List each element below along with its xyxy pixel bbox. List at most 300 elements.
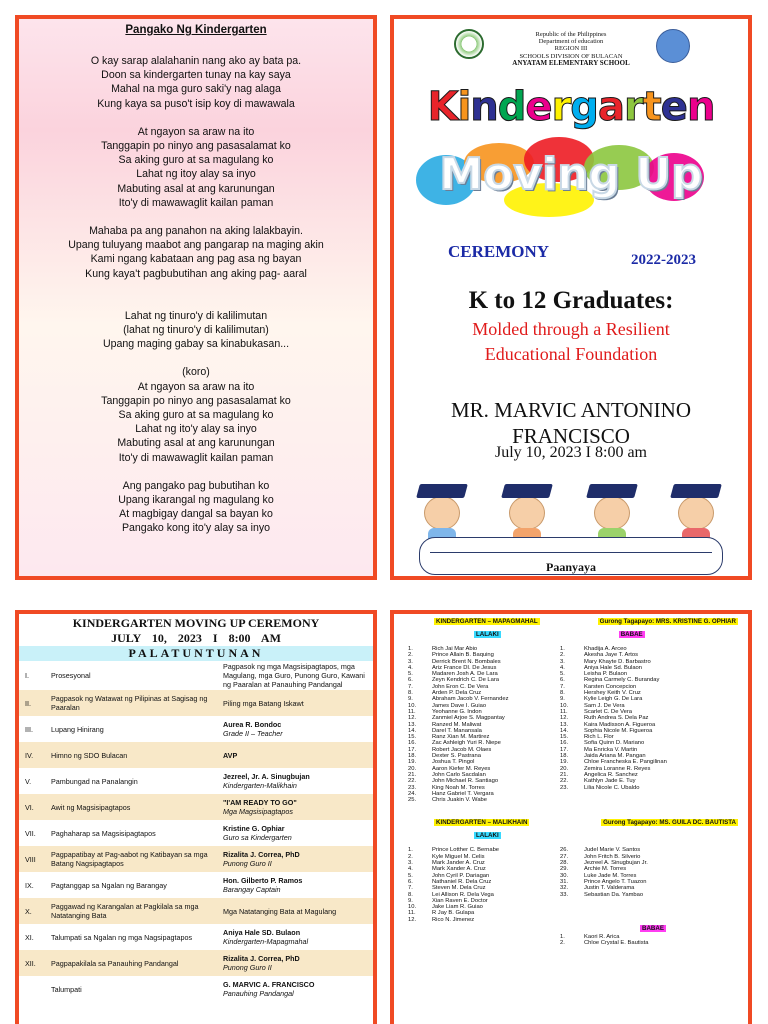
poem-line: Tanggapin po ninyo ang pasasalamat ko	[101, 140, 291, 153]
list-number: 20.	[408, 765, 417, 772]
list-item	[560, 785, 710, 791]
gender-labels	[394, 925, 748, 932]
student-name: Hershey Keith V. Cruz	[584, 690, 641, 697]
header-line: Department of education	[538, 38, 604, 46]
student-name: Aniya Hale Sd. Bulaon	[584, 664, 643, 671]
program-person	[221, 820, 373, 846]
wordmark-letter: n	[686, 84, 715, 131]
person-name: Aniya Hale SD. Bulaon	[223, 928, 301, 937]
poem-line: Kami ngang kabataan ang pag asa ng bayan	[90, 253, 302, 266]
k12-heading: K to 12 Graduates:	[468, 287, 674, 314]
student-name: Zeyn Kendrich C. De Lara	[432, 677, 500, 684]
student-name: Karsten Concepcion	[584, 683, 637, 690]
list-number: 19.	[560, 759, 569, 766]
poem-stanza	[19, 125, 373, 210]
program-number: XII.	[25, 958, 36, 968]
student-name: Abraham Jacob V. Fernandez	[432, 696, 509, 703]
list-number: 13.	[560, 721, 569, 728]
list-number: 5.	[408, 671, 413, 678]
student-name: Kyle Miguel M. Celis	[432, 853, 485, 860]
list-number: 10.	[560, 702, 569, 709]
student-name: Prince Lotther C. Bernabe	[432, 847, 500, 854]
list-number: 31.	[560, 878, 569, 885]
list-number: 27.	[560, 853, 569, 860]
graduates-list-panel	[390, 610, 752, 1024]
poem-line: Kung kaya't pagbubutihan ang aking pag- aaral	[85, 267, 307, 280]
list-number: 12.	[408, 916, 417, 923]
poem-line: O kay sarap alalahanin nang ako ay bata pa.	[90, 55, 302, 67]
program-part: Pagpapakilala sa Panauhing Pandangal	[51, 958, 179, 968]
student-name: Prince Allain B. Baquing	[432, 652, 494, 659]
list-number: 2.	[560, 940, 565, 947]
list-number: 10.	[408, 702, 417, 709]
poem-line: Lahat ng itoy alay sa inyo	[136, 168, 256, 181]
poem-line: Ang pangako pag bubutihan ko	[122, 479, 270, 492]
poem-line: Mabuting asal at ang karunungan	[117, 437, 275, 450]
poem-line: Tanggapin po ninyo ang pasasalamat ko	[101, 394, 291, 407]
boys-label: LALAKI	[476, 832, 499, 840]
student-name: Archie M. Torres	[584, 866, 627, 873]
list-number: 1.	[408, 646, 413, 652]
program-row	[19, 768, 373, 794]
program-number: VI.	[25, 802, 34, 812]
wordmark-letter: a	[597, 84, 624, 131]
student-name: Justin T. Valderama	[584, 885, 635, 892]
spacer	[408, 934, 558, 947]
section-header	[394, 614, 748, 625]
program-date-text: JULY 10, 2023	[111, 631, 202, 645]
program-person	[221, 794, 373, 820]
program-part: Pagtanggap sa Ngalan ng Barangay	[51, 880, 167, 890]
kid-graduate-illustration	[414, 482, 470, 544]
boys-list	[560, 847, 710, 923]
list-number: 23.	[560, 784, 569, 791]
student-name: Robert Jacob M. Olaes	[432, 746, 492, 753]
list-number: 14.	[408, 727, 417, 734]
list-number: 10.	[408, 904, 417, 911]
name-columns	[394, 847, 748, 923]
person-name: Aurea R. Bondoc	[223, 720, 282, 729]
student-name: Scarlet C. De Vera	[584, 708, 633, 715]
student-name: Dexter S. Pastrana	[432, 753, 481, 760]
list-number: 32.	[560, 885, 569, 892]
program-row	[19, 898, 373, 924]
name-columns	[394, 934, 748, 947]
student-name: Prince Angelo T. Tuazon	[584, 878, 647, 885]
program-part: Awit ng Magsisipagtapos	[51, 802, 131, 812]
person-role: Barangay Captain	[223, 885, 281, 894]
list-number: 23.	[408, 784, 417, 791]
poem-line: (lahat ng tinuro'y di kalilimutan)	[123, 324, 269, 337]
student-name: Hanz Gabriel T. Vergara	[432, 790, 494, 797]
program-part: Paghaharap sa Magsisipagtapos	[51, 828, 156, 838]
person-name: Rizalita J. Correa, PhD	[223, 954, 300, 963]
wordmark-letter: n	[470, 84, 498, 131]
moving-up-title: Moving Up	[439, 149, 703, 201]
program-row	[19, 794, 373, 820]
poem-line: Mahaba pa ang panahon na aking lalakbayin.	[89, 225, 303, 238]
student-name: Luke Jade M. Torres	[584, 872, 637, 879]
program-person: Piling mga Batang Iskawt	[223, 698, 304, 708]
poem-line: Upang tuluyang maabot ang pangarap na maging akin	[68, 239, 324, 252]
student-name: Rico N. Jimenez	[432, 916, 475, 923]
student-name: Lei Allison R. Dela Vega	[432, 891, 494, 898]
list-number: 26.	[560, 847, 569, 854]
list-number: 7.	[408, 885, 413, 892]
list-number: 7.	[408, 683, 413, 690]
student-name: Kylie Leigh G. De Lara	[584, 696, 643, 703]
program-person	[221, 924, 373, 950]
program-person: AVP	[223, 750, 238, 760]
person-name: "I'AM READY TO GO"	[223, 798, 297, 807]
boys-list	[408, 847, 558, 923]
list-number: 2.	[560, 652, 565, 659]
gender-labels	[394, 631, 748, 638]
student-name: Derrick Brent N. Bombales	[432, 658, 501, 665]
poem-stanza	[19, 54, 373, 111]
header-line: Republic of the Philippines	[535, 31, 607, 38]
list-number: 15.	[408, 734, 417, 741]
student-name: Zemira Loranne R. Reyes	[584, 765, 651, 772]
list-number: 3.	[408, 658, 413, 665]
list-number: 29.	[560, 866, 569, 873]
list-number: 20.	[560, 765, 569, 772]
list-number: 28.	[560, 860, 569, 867]
person-name: Kristine G. Ophiar	[223, 824, 285, 833]
school-seal-logo	[454, 29, 484, 59]
student-name: Leisha P. Bulaon	[584, 671, 628, 678]
wordmark-letter: e	[525, 84, 552, 131]
list-number: 1.	[408, 847, 413, 854]
poem-stanza	[19, 365, 373, 464]
person-role: Kindergarten-Malikhain	[223, 781, 297, 790]
list-number: 4.	[408, 664, 413, 671]
wordmark-letter: t	[642, 84, 661, 131]
list-number: 6.	[560, 677, 565, 684]
program-date	[19, 631, 373, 646]
program-part: Pagpapatibay at Pag-aabot ng Katibayan sa mga Batang Nagsipagtapos	[51, 850, 208, 868]
program-row	[19, 742, 373, 768]
student-name: Arden P. Dela Cruz	[432, 690, 482, 697]
list-number: 11.	[560, 708, 568, 715]
wordmark-letter: i	[457, 84, 471, 131]
person-role: Punong Guro II	[223, 859, 272, 868]
program-row	[19, 820, 373, 846]
list-number: 9.	[408, 696, 413, 703]
student-name: Sofia Quinn D. Mariano	[584, 740, 645, 747]
list-number: 2.	[408, 652, 413, 659]
program-number: V.	[25, 776, 32, 786]
student-name: Akesha Jaye T. Artos	[584, 652, 639, 659]
list-number: 1.	[560, 646, 565, 652]
student-name: Darel T. Manansala	[432, 727, 482, 734]
program-number: X.	[25, 906, 32, 916]
list-number: 8.	[408, 891, 413, 898]
program-person: Mga Natatanging Bata at Magulang	[223, 906, 337, 916]
list-number: 33.	[560, 891, 569, 898]
poem-line: (koro)	[182, 366, 210, 379]
program-row	[19, 950, 373, 976]
girls-list	[560, 646, 710, 803]
program-number: I.	[25, 671, 29, 680]
list-number: 8.	[408, 690, 413, 697]
student-name: Sam J. De Vera	[584, 702, 625, 709]
student-name: Kathlyn Jade E. Tuy	[584, 778, 636, 785]
list-number: 25.	[408, 797, 417, 804]
program-date-separator: I	[212, 631, 218, 645]
student-name: Sophia Nicole M. Figueroa	[584, 727, 653, 734]
list-number: 4.	[408, 866, 413, 873]
poem-line: Mahal na mga guro saki'y nag alaga	[111, 83, 281, 96]
wordmark-letter: d	[497, 84, 526, 131]
list-number: 21.	[560, 771, 569, 778]
program-row	[19, 661, 373, 690]
program-number: II.	[25, 698, 31, 708]
name-line	[430, 552, 712, 553]
list-number: 5.	[408, 872, 413, 879]
student-name: Kaori R. Arica	[584, 933, 620, 940]
section-name: KINDERGARTEN – MALIKHAIN	[436, 819, 528, 827]
poem-line: At ngayon sa araw na ito	[137, 380, 255, 393]
section-header	[394, 815, 748, 826]
list-number: 3.	[408, 860, 413, 867]
student-name: Regina Carmely C. Buranday	[584, 677, 660, 684]
student-name: Chloe Francheska E. Pangilinan	[584, 759, 667, 766]
program-row	[19, 690, 373, 716]
program-title: KINDERGARTEN MOVING UP CEREMONY	[19, 614, 373, 631]
student-name: Mark Xander A. Cruz	[432, 866, 486, 873]
list-number: 2.	[408, 853, 413, 860]
list-number: 3.	[560, 658, 565, 665]
student-name: R Jay B. Gulapa	[432, 910, 475, 917]
list-number: 13.	[408, 721, 417, 728]
student-name: Ranzed M. Maliwat	[432, 721, 482, 728]
poem-line: Mabuting asal at ang karunungan	[117, 182, 275, 195]
list-number: 14.	[560, 727, 569, 734]
program-number: XI.	[25, 932, 34, 942]
person-role: Grade II – Teacher	[223, 729, 283, 738]
poem-line: At ngayon sa araw na ito	[137, 125, 255, 138]
student-name: Khadija A. Arceo	[584, 646, 627, 652]
student-name: Kaira Madisson A. Figueroa	[584, 721, 656, 728]
poem-line: Ito'y di mawawaglit kailan paman	[118, 196, 274, 209]
list-number: 16.	[560, 740, 569, 747]
moving-up-banner	[394, 135, 748, 221]
boys-list	[408, 646, 558, 803]
student-name: Rich Jai Mar Abio	[432, 646, 478, 652]
person-name: Hon. Gilberto P. Ramos	[223, 876, 303, 885]
list-number: 12.	[408, 715, 417, 722]
student-name: Lilia Nicole C. Ubaldo	[584, 784, 640, 791]
student-name: Ma Enricka V. Martin	[584, 746, 638, 753]
program-part: Prosesyonal	[51, 671, 91, 680]
program-row	[19, 872, 373, 898]
list-item	[408, 917, 558, 923]
student-name: King Noah M. Torres	[432, 784, 485, 791]
list-number: 15.	[560, 734, 569, 741]
poem-title: Pangako Ng Kindergarten	[125, 24, 267, 36]
list-number: 22.	[560, 778, 569, 785]
list-number: 18.	[408, 753, 417, 760]
wordmark-letter: K	[427, 84, 458, 131]
student-name: Chloe Crystal E. Bautista	[584, 940, 649, 947]
list-number: 9.	[408, 897, 413, 904]
program-row	[19, 976, 373, 1002]
student-name: John Carlo Sacdalan	[432, 771, 486, 778]
girls-label: BABAE	[642, 924, 665, 932]
list-item	[560, 940, 710, 946]
program-number: III.	[25, 724, 33, 734]
list-number: 6.	[408, 677, 413, 684]
division-seal-logo	[656, 29, 690, 63]
student-name: Zac Ashleigh Yuri R. Niepe	[432, 740, 501, 747]
list-number: 19.	[408, 759, 417, 766]
student-name: Mary Khayte D. Barbastro	[584, 658, 651, 665]
program-person	[221, 846, 373, 872]
person-name: G. MARVIC A. FRANCISCO	[223, 980, 315, 989]
wordmark-letter: r	[551, 84, 571, 131]
student-name: James Dave I. Guiao	[432, 702, 487, 709]
program-table	[19, 661, 373, 1002]
poem-line: At magbigay dangal sa bayan ko	[119, 508, 273, 521]
program-row	[19, 846, 373, 872]
list-number: 11.	[408, 708, 416, 715]
kid-graduate-illustration	[668, 482, 724, 544]
list-number: 21.	[408, 771, 417, 778]
program-row	[19, 716, 373, 742]
poem-stanza	[19, 309, 373, 352]
program-number: IV.	[25, 750, 34, 760]
student-name: Aaron Kiefer M. Reyes	[432, 765, 491, 772]
program-number: IX.	[25, 880, 34, 890]
theme-text	[394, 317, 748, 367]
list-number: 9.	[560, 696, 565, 703]
poem-stanza	[19, 479, 373, 536]
person-name: Rizalita J. Correa, PhD	[223, 850, 300, 859]
list-item	[408, 797, 558, 803]
poem-line: Upang ikarangal ng magulang ko	[118, 494, 274, 507]
list-number: 18.	[560, 753, 569, 760]
kid-graduate-illustration	[584, 482, 640, 544]
student-name: Yeohanne G. Indon	[432, 708, 482, 715]
name-columns	[394, 646, 748, 803]
cover-panel	[390, 15, 752, 580]
poem-line: Pangako kong ito'y alay sa inyo	[121, 522, 271, 535]
school-header	[394, 31, 748, 67]
poem-line: Lahat ng tinuro'y di kalilimutan	[124, 309, 268, 322]
list-number: 12.	[560, 715, 569, 722]
school-name: ANYATAM ELEMENTARY SCHOOL	[512, 58, 630, 67]
student-name: Madaren Josh A. De Lara	[432, 671, 498, 678]
kindergarten-wordmark	[394, 85, 748, 129]
program-number: VIII	[25, 854, 36, 864]
person-name: Jezreel, Jr. A. Sinugbujan	[223, 772, 310, 781]
person-role: Guro sa Kindergarten	[223, 833, 292, 842]
person-role: Kindergarten-Mapagmahal	[223, 937, 309, 946]
program-part: Himno ng SDO Bulacan	[51, 750, 128, 760]
program-person: Pagpasok ng mga Magsisipagtapos, mga Magulang, mga Guro, Punong Guro, Kawani ng Paaralan at Panauhing Pandangal	[223, 662, 365, 689]
girls-label: BABAE	[620, 631, 643, 638]
program-time: 8:00 AM	[228, 631, 281, 645]
student-name: Ranz Xian M. Martirez	[432, 734, 490, 741]
student-name: Joshua T. Pingol	[432, 759, 475, 766]
list-number: 17.	[560, 746, 569, 753]
program-row	[19, 924, 373, 950]
list-number: 8.	[560, 690, 565, 697]
header-line: REGION III	[554, 45, 588, 53]
program-heading: PALATUNTUNAN	[19, 646, 373, 661]
list-number: 5.	[560, 671, 565, 678]
program-number	[19, 976, 49, 1002]
student-name: Zanmiel Arjoe S. Magpantay	[432, 715, 505, 722]
program-part: Lupang Hinirang	[51, 724, 104, 734]
section-name: KINDERGARTEN – MAPAGMAHAL	[436, 618, 538, 625]
guest-speaker-name: MR. MARVIC ANTONINO FRANCISCO	[450, 398, 692, 448]
poem-line: Doon sa kindergarten tunay na kay saya	[101, 69, 291, 82]
school-year: 2022-2023	[631, 252, 696, 268]
kid-graduate-illustration	[499, 482, 555, 544]
wordmark-letter: r	[623, 84, 643, 131]
student-name: Judel Marie V. Santos	[584, 847, 641, 854]
poem-line: Kung kaya sa puso't isip koy di mawawala	[97, 97, 295, 110]
student-name: Ruth Andrea S. Dela Paz	[584, 715, 649, 722]
student-name: John Cyril P. Dariagan	[432, 872, 490, 879]
list-number: 30.	[560, 872, 569, 879]
wordmark-letter: g	[570, 84, 598, 131]
program-person	[221, 950, 373, 976]
student-name: Sebastian Da. Yambao	[584, 891, 644, 898]
theme-line: Educational Foundation	[484, 344, 658, 364]
list-number: 6.	[408, 878, 413, 885]
student-name: Chris Juakin V. Wabe	[432, 797, 487, 804]
list-number: 24.	[408, 790, 417, 797]
wordmark-letter: e	[660, 84, 687, 131]
list-number: 4.	[560, 664, 565, 671]
student-name: Mark Jander A. Cruz	[432, 860, 485, 867]
student-name: Ariz France DI. De Jesus	[432, 664, 497, 671]
program-part: Talumpati sa Ngalan ng mga Nagsipagtapos	[51, 932, 193, 942]
adviser-name: Gurong Tagapayo: MS. GUILA DC. BAUTISTA	[603, 819, 736, 827]
student-name: Xian Raven E. Doctor	[432, 897, 488, 904]
ceremony-label: CEREMONY	[448, 242, 550, 261]
program-number: VII.	[25, 828, 36, 838]
graduate-kids-illustration	[404, 464, 738, 544]
program-panel	[15, 610, 377, 1024]
student-name: Jake Liam R. Guiao	[432, 904, 483, 911]
student-name: Nathaniel R. Dela Cruz	[432, 878, 492, 885]
student-name: John Fritch B. Silverio	[584, 853, 641, 860]
program-part: Paggawad ng Karangalan at Pagkilala sa mga Natatanging Bata	[51, 902, 199, 920]
list-number: 16.	[408, 740, 417, 747]
student-name: Jaida Ariana M. Pangan	[584, 753, 646, 760]
poem-panel	[15, 15, 377, 580]
program-person	[221, 768, 373, 794]
paanyaya-label: Paanyaya	[545, 560, 596, 574]
program-part: Pagpasok ng Watawat ng Pilipinas at Sagisag ng Paaralan	[51, 694, 208, 712]
student-name: Steven M. Dela Cruz	[432, 885, 486, 892]
list-number: 11.	[408, 910, 416, 917]
list-number: 1.	[560, 933, 565, 940]
poem-stanza	[19, 224, 373, 281]
gender-labels	[394, 832, 748, 839]
adviser-name: Gurong Tagapayo: MRS. KRISTINE G. OPHIAR	[599, 618, 736, 625]
person-role: Panauhing Pandangal	[223, 989, 294, 998]
list-item	[560, 892, 710, 898]
poem-line: Sa aking guro at sa magulang ko	[118, 154, 274, 167]
student-name: Angelica R. Sanchez	[584, 771, 638, 778]
student-name: John Michael R. Santiago	[432, 778, 499, 785]
poem-body	[19, 54, 373, 536]
